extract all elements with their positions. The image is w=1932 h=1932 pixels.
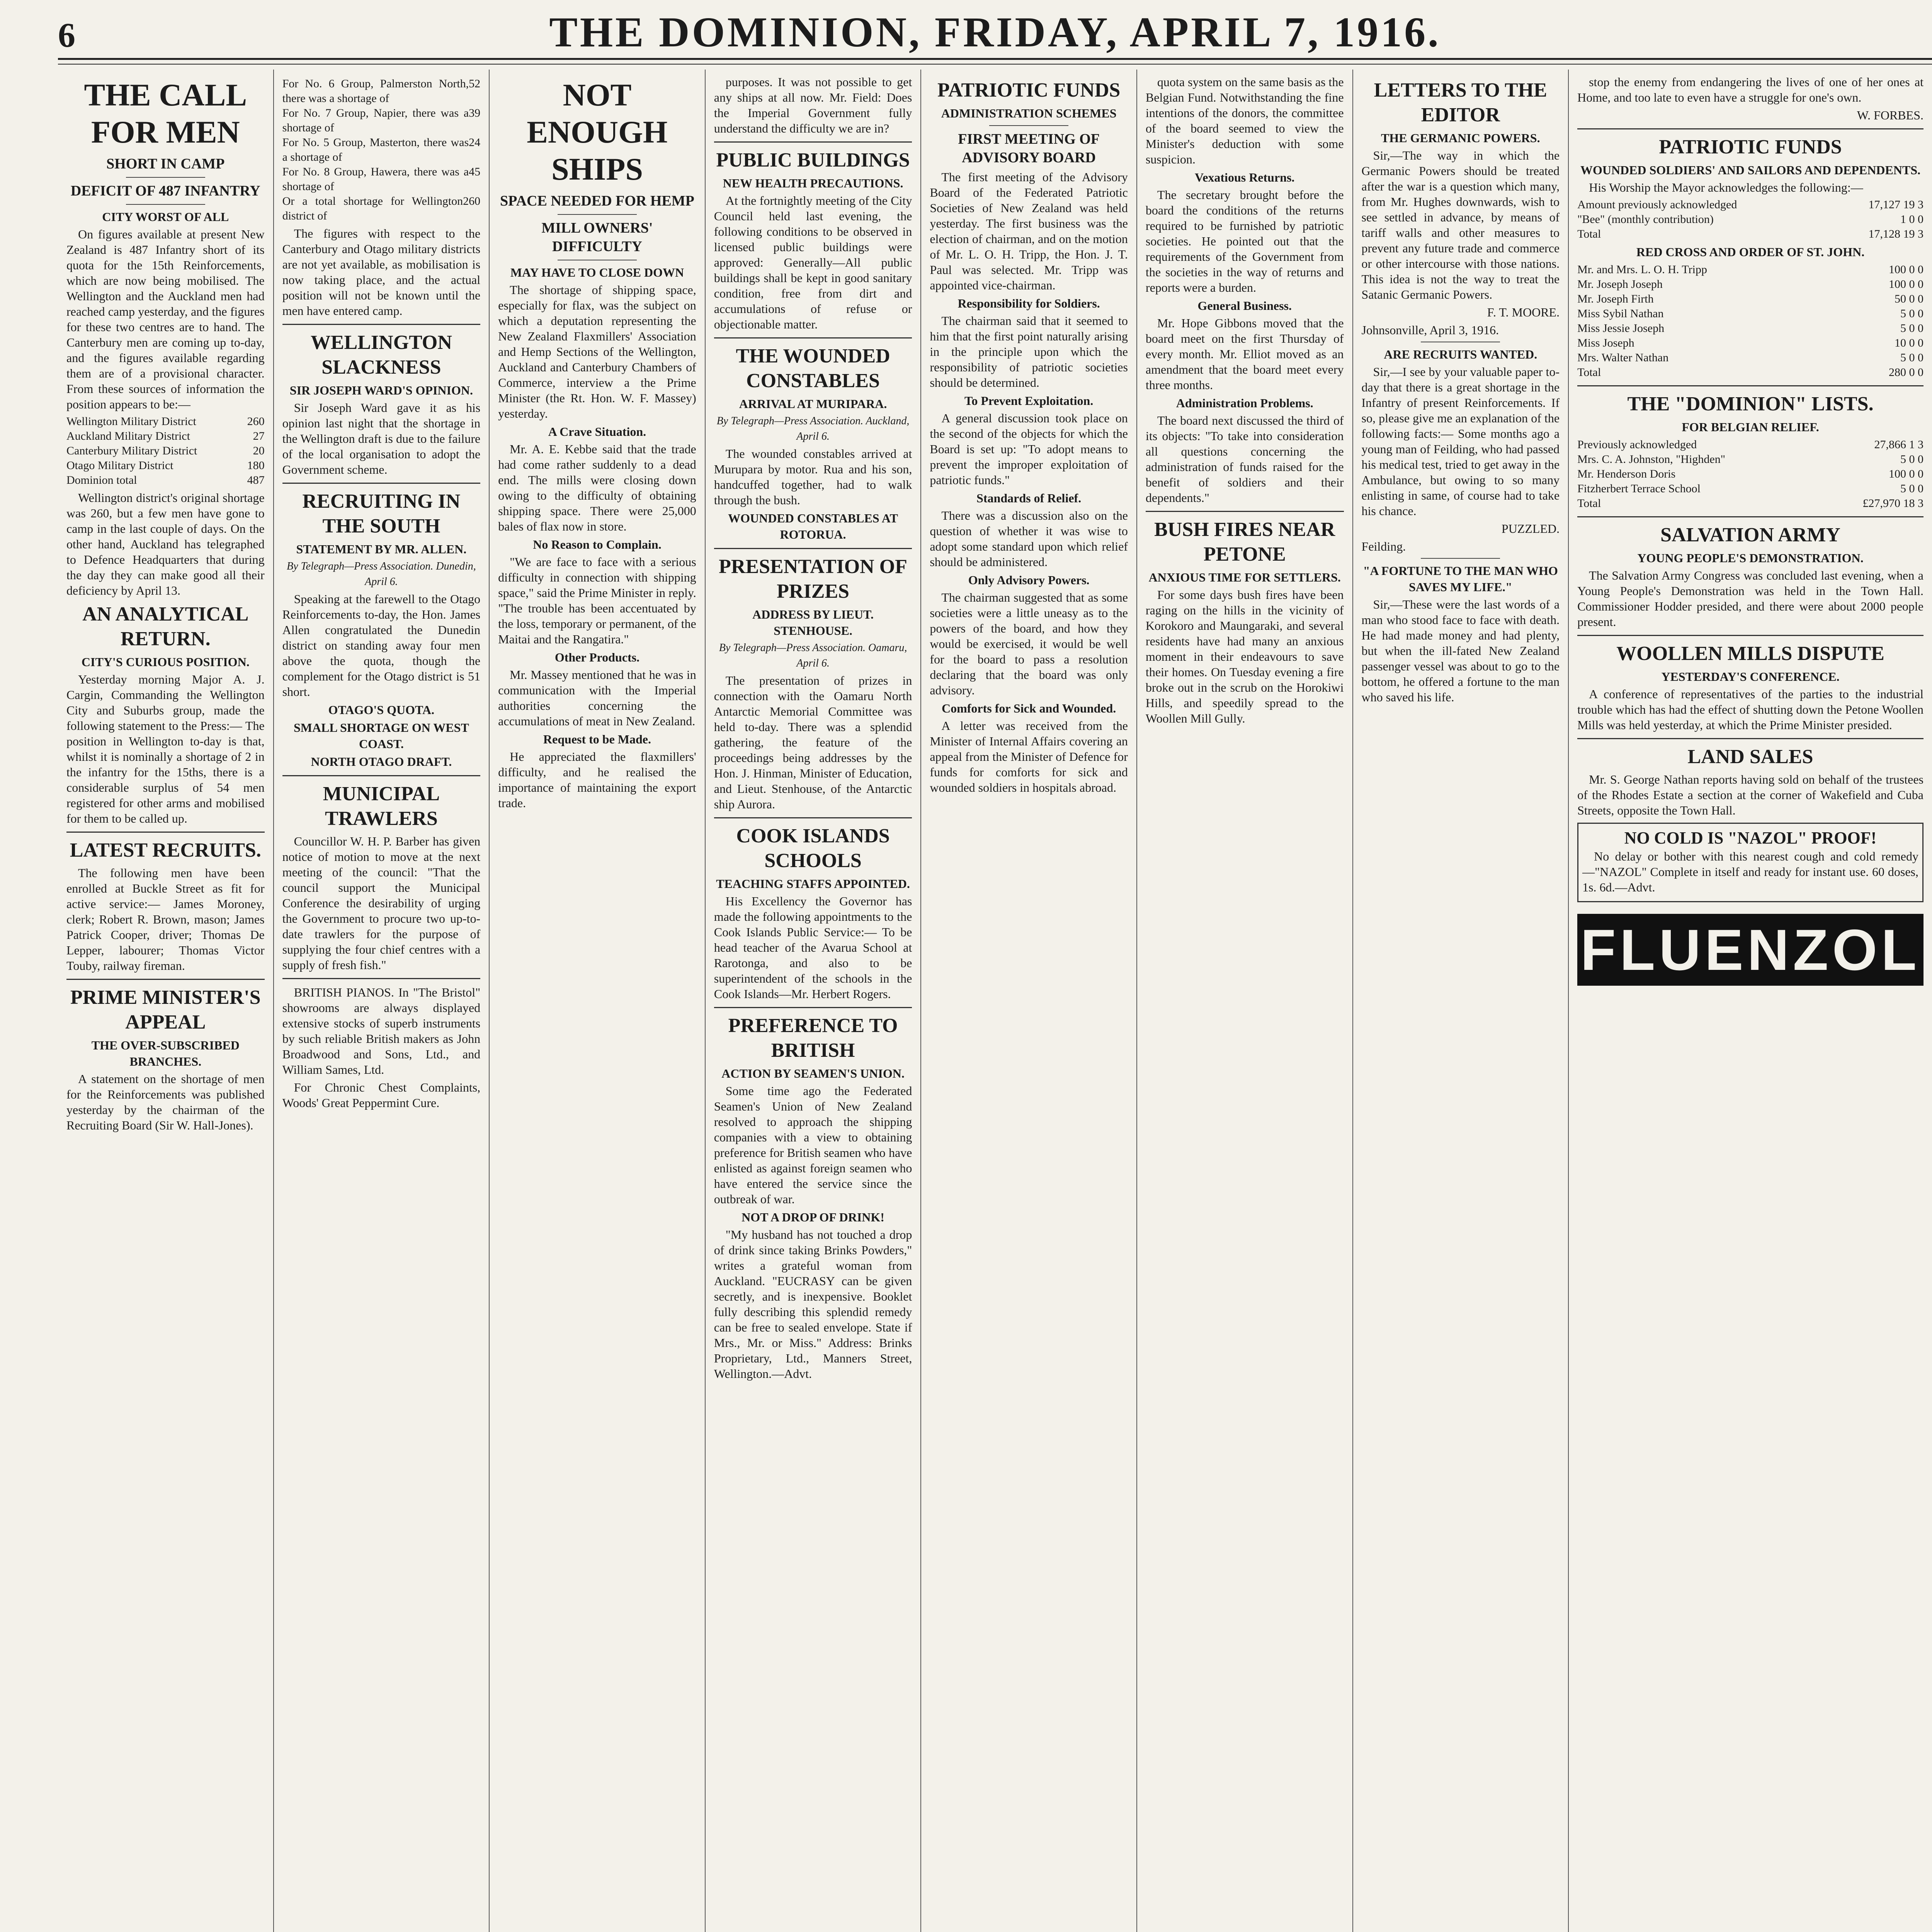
subhead: Comforts for Sick and Wounded. (941, 701, 1116, 715)
column-5 (921, 70, 1137, 1932)
subhead: Vexatious Returns. (1195, 170, 1295, 184)
article-text: The board next discussed the third of its objects: "To take into consideration all questions concerning the administration of funds raised for the benefit of soldiers and their dependents." (1145, 413, 1344, 505)
article-text: A general discussion took place on the second of the objects for which the Board is set up: "To adopt means to prevent the improper exploitation of patriotic funds." (930, 411, 1128, 487)
subhead: NEW HEALTH PRECAUTIONS. (723, 176, 903, 190)
divider (1421, 558, 1500, 559)
list-item: Miss Joseph 10 0 0 (1577, 337, 1923, 349)
article-text: On figures available at present New Zealand is 487 Infantry short of its quota for the 15th Reinforcements, which are now being mobilised. The Wellington and the Auckland men had reached camp yesterday, and the figures for these two centres are to hand. The Canterbury men are coming up to-day, and the figures available regarding them are of a provisional character. From these sources of information the position appears to be:— (66, 227, 265, 411)
article-text: A statement on the shortage of men for the Reinforcements was published yesterday by the chairman of the Recruiting Board (Sir W. Hall-Jones). (66, 1072, 265, 1132)
subhead: FIRST MEETING OF ADVISORY BOARD (958, 131, 1100, 166)
list-total: Total £27,970 18 3 (1577, 497, 1923, 510)
separator (282, 978, 481, 979)
divider (126, 177, 205, 178)
advertisement-headline: NO COLD IS "NAZOL" PROOF! (1624, 828, 1877, 847)
subhead: DEFICIT OF 487 INFANTRY (70, 183, 260, 199)
letter-signature: W. FORBES. (1857, 108, 1923, 122)
article-text: The shortage of shipping space, especially for flax, was the subject on which a deputation representing the New Zealand Flaxmillers' Association and Hemp Sections of the Wellington, Auckland and Canterbury Chambers of Commerce, interview a the Prime Minister (the Rt. Hon. W. F. Massey) yesterday. (498, 283, 696, 420)
list-item: For No. 5 Group, Masterton, there was a shortage of 24 (282, 136, 481, 163)
article-text: A letter was received from the Minister of Internal Affairs covering an appeal from the Minister of Defence for funds for comforts for sick and wounded soldiers in hospitals abroad. (930, 719, 1128, 794)
list-total: Or a total shortage for Wellington district of 260 (282, 195, 481, 222)
separator (66, 979, 265, 980)
subhead: ADDRESS BY LIEUT. STENHOUSE. (752, 607, 874, 638)
subhead: ANXIOUS TIME FOR SETTLERS. (1148, 570, 1341, 584)
headline: COOK ISLANDS SCHOOLS (736, 825, 890, 872)
list-total: Total 17,128 19 3 (1577, 228, 1923, 240)
headline: PATRIOTIC FUNDS (1659, 136, 1842, 158)
advertisement-text: For Chronic Chest Complaints, Woods' Great Peppermint Cure. (282, 1080, 481, 1110)
article-text: His Worship the Mayor acknowledges the following:— (1589, 180, 1863, 194)
article-text: The chairman said that it seemed to him that the first point naturally arising in the principle upon which the responsibility of patriotic societies should be determined. (930, 314, 1128, 389)
subhead: ACTION BY SEAMEN'S UNION. (721, 1066, 905, 1080)
headline: THE WOUNDED CONSTABLES (736, 345, 890, 392)
byline: By Telegraph—Press Association. Dunedin, April 6. (287, 560, 476, 588)
headline-letters: LETTERS TO THE EDITOR (1374, 79, 1547, 126)
list-item: For No. 6 Group, Palmerston North, there was a shortage of 52 (282, 77, 481, 105)
letter-text: Sir,—The way in which the Germanic Powers should be treated after the war is a question which many, from Mr. Hughes downwards, wish to see settled in advance, by means of tariff walls and other measures to prevent any future trade and commerce or other intercourse with those nations. This idea is not the way to treat the Satanic Germanic Powers. (1361, 148, 1560, 301)
list-item: Mrs. C. A. Johnston, "Highden" 5 0 0 (1577, 453, 1923, 466)
separator (282, 775, 481, 776)
list-item: Auckland Military District 27 (66, 430, 265, 442)
article-text: The Salvation Army Congress was concluded last evening, when a Young People's Demonstration was held in the Town Hall. Commissioner Hodder presided, and there were about 2000 people present. (1577, 568, 1923, 629)
separator (1577, 516, 1923, 517)
subhead: ARRIVAL AT MURIPARA. (739, 397, 887, 411)
list-item: Miss Sybil Nathan 5 0 0 (1577, 307, 1923, 320)
letter-text: Sir,—I see by your valuable paper to-day that there is a great shortage in the Infantry of present Reinforcements. If so, please give me an explanation of the following facts:— Some months ago a young man of Feilding, who had passed his medical test, tried to get away in the Ambulance, but owing to so many enlisting in same, of course had to take his chance. (1361, 365, 1560, 518)
separator (1577, 385, 1923, 386)
list-item: "Bee" (monthly contribution) 1 0 0 (1577, 213, 1923, 226)
subhead: CITY WORST OF ALL (102, 210, 229, 224)
article-text: Mr. Hope Gibbons moved that the board meet on the first Thursday of every month. Mr. Elliot moved as an amendment that the board meet every three months. (1145, 316, 1344, 392)
subhead: To Prevent Exploitation. (964, 394, 1094, 408)
subhead: OTAGO'S QUOTA. (328, 703, 435, 717)
subhead: Administration Problems. (1176, 396, 1313, 410)
subhead: FOR BELGIAN RELIEF. (1682, 420, 1819, 434)
article-text: His Excellency the Governor has made the following appointments to the Cook Islands Public Service:— To be head teacher of the Avarua School at Rarotonga, and also to be superintendent of the schools in the Cook Islands—Mr. Herbert Rogers. (714, 894, 912, 1001)
article-text: A conference of representatives of the parties to the industrial trouble which has had the effect of shutting down the Petone Woollen Mills was held yesterday, at which the Prime Minister presided. (1577, 687, 1923, 732)
list-item: For No. 8 Group, Hawera, there was a shortage of 45 (282, 165, 481, 193)
article-text: Wellington district's original shortage was 260, but a few men have gone to camp in the last couple of days. On the other hand, Auckland has telegraphed to Defence Headquarters that during the day they can make good all their deficiency by April 13. (66, 491, 265, 597)
subhead: NOT A DROP OF DRINK! (742, 1210, 884, 1224)
column-6 (1137, 70, 1353, 1932)
headline: THE "DOMINION" LISTS. (1627, 393, 1874, 415)
divider (558, 214, 637, 215)
headline: WELLINGTON SLACKNESS (310, 332, 452, 378)
column-1 (58, 70, 274, 1932)
headline: PRIME MINISTER'S APPEAL (70, 986, 261, 1033)
separator (714, 1007, 912, 1008)
article-text: The figures with respect to the Canterbury and Otago military districts are not yet available, as mobilisation is now taking place, and the actual position will not be known until the men have entered camp. (282, 226, 481, 318)
headline: LAND SALES (1687, 746, 1813, 768)
article-text: "We are face to face with a serious difficulty in connection with shipping space," said the Prime Minister in reply. "The trouble has been accentuated by the loss, temporary or permanent, of the Maitai and the Rangatira." (498, 555, 696, 646)
separator (1146, 511, 1344, 512)
article-text: The wounded constables arrived at Murupara by motor. Rua and his son, handcuffed together, had to walk through the bush. (714, 447, 912, 507)
byline: By Telegraph—Press Association. Oamaru, April 6. (719, 642, 907, 669)
list-total: Dominion total 487 (66, 474, 265, 486)
subhead: Only Advisory Powers. (968, 573, 1090, 587)
subhead: SIR JOSEPH WARD'S OPINION. (289, 383, 473, 397)
masthead-title: THE DOMINION, FRIDAY, APRIL 7, 1916. (549, 9, 1441, 56)
article-text: Mr. S. George Nathan reports having sold on behalf of the trustees of the Rhodes Estate a section at the corner of Wakefield and Cuba Streets, opposite the Town Hall. (1577, 772, 1923, 817)
article-text: For some days bush fires have been raging on the hills in the vicinity of Korokoro and Maungaraki, and several residents have had many an anxious moment in their endeavours to save their homes. On Tuesday evening a fire broke out in the scrub on the Horokiwi Hills, and speedily spread to the Woollen Mill Gully. (1145, 588, 1344, 725)
subhead: SMALL SHORTAGE ON WEST COAST. (293, 721, 469, 751)
article-text: He appreciated the flaxmillers' difficulty, and he realised the importance of maintaining the export trade. (498, 750, 696, 810)
subhead: RED CROSS AND ORDER OF ST. JOHN. (1636, 245, 1865, 259)
fluenzol-advertisement: FLUENZOL (1577, 914, 1923, 986)
list-item: Canterbury Military District 20 (66, 444, 265, 457)
list-item: Mrs. Walter Nathan 5 0 0 (1577, 351, 1923, 364)
list-item: Miss Jessie Joseph 5 0 0 (1577, 322, 1923, 335)
article-text: There was a discussion also on the question of whether it was wise to adopt some standard upon which relief should be administered. (930, 509, 1128, 569)
separator (282, 483, 481, 484)
list-item: Mr. and Mrs. L. O. H. Tripp 100 0 0 (1577, 263, 1923, 276)
list-item: Otago Military District 180 (66, 459, 265, 472)
subhead: ADMINISTRATION SCHEMES (941, 106, 1117, 120)
divider (126, 204, 205, 205)
headline: WOOLLEN MILLS DISPUTE (1616, 643, 1884, 665)
headline: PUBLIC BUILDINGS (716, 149, 910, 171)
article-text: At the fortnightly meeting of the City Council held last evening, the following conditions to be observed in licensed public buildings were approved: Generally—All public buildings shall be kept in good sanitary condition, free from dirt and accumulations of refuse or objectionable matter. (714, 194, 912, 331)
headline: LATEST RECRUITS. (70, 839, 261, 861)
column-7 (1353, 70, 1569, 1932)
page-number: 6 (58, 16, 75, 54)
separator (1577, 128, 1923, 129)
article-text: Yesterday morning Major A. J. Cargin, Commanding the Wellington City and Suburbs group, made the following statement to the Press:— The position in Wellington to-day is that, whilst it is nominally a shortage of 2 in the infantry for the 15ths, there is a considerable surplus of 54 men registered for other arms and mobilised for them to be called up. (66, 672, 265, 825)
headline: BUSH FIRES NEAR PETONE (1154, 519, 1335, 565)
article-text: The following men have been enrolled at Buckle Street as fit for active service:— James Moroney, clerk; Robert R. Brown, mason; James Patrick Cooper, driver; Thomas De Lepper, labourer; Thomas Victor Touby, railway fireman. (66, 866, 265, 973)
headline-patriotic-funds: PATRIOTIC FUNDS (937, 79, 1121, 101)
headline: MUNICIPAL TRAWLERS (323, 783, 440, 830)
article-text: Mr. A. E. Kebbe said that the trade had come rather suddenly to a dead end. The mills were closing down owing to the difficulty of obtaining shipping space. There were 25,000 bales of flax now in store. (498, 442, 696, 533)
shortage-list (66, 414, 265, 488)
subhead: WOUNDED SOLDIERS' AND SAILORS AND DEPENDENTS. (1580, 163, 1921, 177)
advertisement-text: BRITISH PIANOS. In "The Bristol" showrooms are always displayed extensive stocks of superb instruments by such reliable British makers as John Broadwood and Sons, Ltd., and William Sames, Ltd. (282, 985, 481, 1077)
column-8 (1569, 70, 1932, 1932)
subhead: THE OVER-SUBSCRIBED BRANCHES. (91, 1038, 240, 1068)
list-item: Amount previously acknowledged 17,127 19 3 (1577, 198, 1923, 211)
advertisement-text: "My husband has not touched a drop of drink since taking Brinks Powders," writes a grateful woman from Auckland. "EUCRASY can be given secretly, and is inexpensive. Booklet fully describing this splendid remedy can be free to sealed envelope. State if Mrs., Mr. or Miss." Address: Brinks Proprietary, Ltd., Manners Street, Wellington.—Advt. (714, 1228, 912, 1381)
advertisement-text: No delay or bother with this nearest cough and cold remedy—"NAZOL" Complete in itself and ready for instant use. 60 doses, 1s. 6d.—Advt. (1582, 849, 1918, 894)
masthead-rule (58, 58, 1932, 60)
letter-signature: PUZZLED. (1501, 522, 1560, 536)
subhead: ARE RECRUITS WANTED. (1384, 347, 1537, 361)
article-text: Some time ago the Federated Seamen's Union of New Zealand resolved to approach the shipping companies with a view to obtaining preference for British seamen who have enlisted as against foreign seamen who have entered the service since the outbreak of war. (714, 1084, 912, 1206)
separator (1577, 635, 1923, 636)
subhead: YOUNG PEOPLE'S DEMONSTRATION. (1637, 551, 1864, 565)
divider (989, 125, 1068, 126)
subhead: General Business. (1197, 299, 1292, 313)
separator (714, 141, 912, 143)
article-text: purposes. It was not possible to get any ships at all now. Mr. Field: Does the Imperial Government fully understand the difficulty we are in? (714, 75, 912, 135)
headline: PRESENTATION OF PRIZES (719, 556, 907, 602)
list-item: Mr. Joseph Firth 50 0 0 (1577, 293, 1923, 305)
subhead: THE GERMANIC POWERS. (1381, 131, 1540, 145)
subhead: MILL OWNERS' DIFFICULTY (541, 220, 653, 255)
subhead: STATEMENT BY MR. ALLEN. (296, 542, 467, 556)
subhead: TEACHING STAFFS APPOINTED. (716, 877, 910, 891)
columns (58, 70, 1932, 1932)
subhead: Standards of Relief. (976, 491, 1082, 505)
column-4 (706, 70, 922, 1932)
separator (1577, 738, 1923, 739)
group-shortage-list (282, 77, 481, 223)
separator (714, 817, 912, 818)
letter-text: Sir,—These were the last words of a man who stood face to face with death. He had made money and had plenty, but when the ill-fated New Zealand passenger vessel was about to go to the bottom, he offered a fortune to the man who saved his life. (1361, 597, 1560, 704)
advertisement-box (1577, 823, 1923, 902)
list-item: Mr. Joseph Joseph 100 0 0 (1577, 278, 1923, 291)
list-total: Total 280 0 0 (1577, 366, 1923, 379)
separator (282, 324, 481, 325)
letter-signature: F. T. MOORE. (1487, 305, 1560, 319)
subhead: Request to be Made. (543, 732, 651, 746)
article-text: The presentation of prizes in connection with the Oamaru North Antarctic Memorial Committee was held to-day. There was a splendid gathering, the feature of the proceedings being addresses by the Hon. J. Hinman, Minister of Education, and Lieut. Stenhouse, of the Antarctic ship Aurora. (714, 673, 912, 811)
column-2 (274, 70, 490, 1932)
subhead: "A FORTUNE TO THE MAN WHO SAVES MY LIFE." (1363, 564, 1558, 594)
article-text: The first meeting of the Advisory Board of the Federated Patriotic Societies of New Zealand was held yesterday. The first business was the election of chairman, and on the motion of Mr. L. O. H. Tripp, the Hon. J. T. Paul was selected. Mr. Tripp was appointed vice-chairman. (930, 170, 1128, 292)
headline-not-enough-ships: NOT ENOUGH SHIPS (527, 77, 668, 187)
letter-place: Johnsonville, April 3, 1916. (1361, 323, 1499, 337)
fund-list (1577, 262, 1923, 380)
column-3 (490, 70, 706, 1932)
article-text: The chairman suggested that as some societies were a little uneasy as to the powers of the board, and how they would be exercised, it would be well for the board to pass a resolution declaring that the board was only advisory. (930, 590, 1128, 697)
subhead: Other Products. (554, 650, 640, 664)
list-item: For No. 7 Group, Napier, there was a shortage of 39 (282, 107, 481, 134)
letter-text: stop the enemy from endangering the lives of one of her ones at Home, and too late to even have a struggle for one's own. (1577, 75, 1923, 104)
separator (714, 337, 912, 338)
subhead: A Crave Situation. (548, 425, 646, 439)
byline: By Telegraph—Press Association. Auckland, April 6. (716, 415, 910, 442)
subhead: SPACE NEEDED FOR HEMP (500, 193, 694, 209)
separator (714, 548, 912, 549)
headline: PREFERENCE TO BRITISH (728, 1015, 898, 1061)
article-text: quota system on the same basis as the Belgian Fund. Notwithstanding the fine intentions of the donors, the committee of the board seemed to view the Minister's deduction with some suspicion. (1145, 75, 1344, 166)
subhead: SHORT IN CAMP (106, 156, 225, 172)
subhead: YESTERDAY'S CONFERENCE. (1661, 670, 1840, 684)
article-text: Speaking at the farewell to the Otago Reinforcements to-day, the Hon. James Allen congratulated the Dunedin district on standing away four men above the quota, though the complement for the Otago district is 51 short. (282, 592, 481, 699)
letter-place: Feilding. (1361, 539, 1406, 553)
headline: SALVATION ARMY (1660, 524, 1840, 546)
subhead: WOUNDED CONSTABLES AT ROTORUA. (728, 511, 898, 541)
article-text: Mr. Massey mentioned that he was in communication with the Imperial authorities concerning the accumulations of meat in New Zealand. (498, 668, 696, 728)
fund-list (1577, 437, 1923, 511)
article-text: The secretary brought before the board the conditions of the returns required to be furnished by patriotic societies. He pointed out that the requirements of the Government from the societies in the way of returns and reports were a burden. (1145, 188, 1344, 294)
masthead-rule-thin (58, 64, 1932, 65)
subhead: Responsibility for Soldiers. (957, 296, 1100, 310)
subhead: NORTH OTAGO DRAFT. (311, 755, 452, 769)
subhead: CITY'S CURIOUS POSITION. (81, 655, 250, 669)
list-item: Wellington Military District 260 (66, 415, 265, 428)
article-text: Sir Joseph Ward gave it as his opinion last night that the shortage in the Wellington draft is due to the failure of the local organisation to adopt the Government scheme. (282, 401, 481, 476)
subhead: No Reason to Complain. (533, 537, 662, 551)
headline: AN ANALYTICAL RETURN. (82, 603, 249, 650)
fund-list (1577, 197, 1923, 242)
list-item: Mr. Henderson Doris 100 0 0 (1577, 468, 1923, 480)
subhead: MAY HAVE TO CLOSE DOWN (510, 265, 684, 279)
article-text: Councillor W. H. P. Barber has given notice of motion to move at the next meeting of the council: "That the council support the Municipal Conference the desirability of urging the Government to procure two up-to-date trawlers for the purpose of supplying the four chief centres with a supply of fresh fish." (282, 834, 481, 972)
headline-call-for-men: THE CALL FOR MEN (84, 77, 247, 150)
list-item: Previously acknowledged 27,866 1 3 (1577, 438, 1923, 451)
headline: RECRUITING IN THE SOUTH (302, 490, 461, 537)
separator (66, 832, 265, 833)
list-item: Fitzherbert Terrace School 5 0 0 (1577, 482, 1923, 495)
